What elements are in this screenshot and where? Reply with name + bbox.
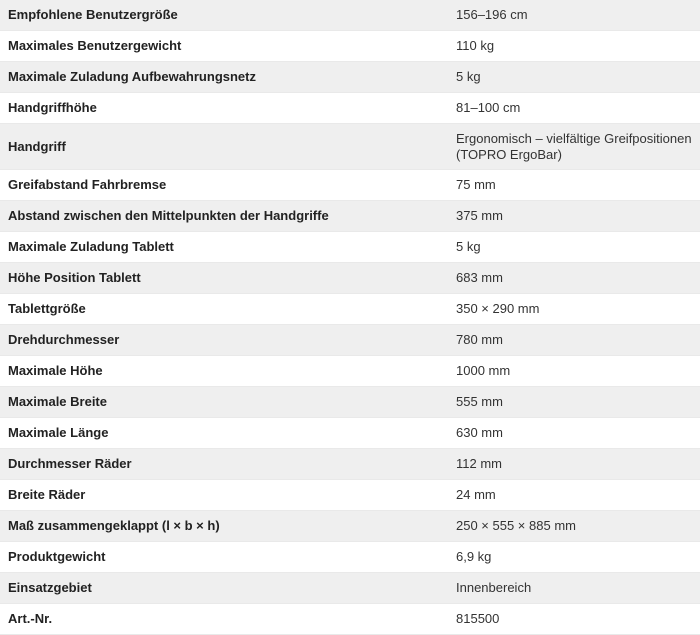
spec-row: [0, 294, 700, 325]
spec-label: Einsatzgebiet: [0, 573, 448, 604]
spec-row: [0, 31, 700, 62]
spec-label: Maximale Länge: [0, 418, 448, 449]
spec-value: 250 × 555 × 885 mm: [448, 511, 700, 542]
spec-row: [0, 449, 700, 480]
spec-value: 24 mm: [448, 480, 700, 511]
spec-row: [0, 573, 700, 604]
spec-row: [0, 232, 700, 263]
spec-value: Innenbereich: [448, 573, 700, 604]
spec-label: Maximale Zuladung Tablett: [0, 232, 448, 263]
spec-label: Maß zusammengeklappt (l × b × h): [0, 511, 448, 542]
spec-row: [0, 356, 700, 387]
spec-value: 75 mm: [448, 170, 700, 201]
spec-value: 6,9 kg: [448, 542, 700, 573]
spec-row: [0, 387, 700, 418]
spec-value: 815500: [448, 604, 700, 635]
spec-row: [0, 418, 700, 449]
spec-value: 110 kg: [448, 31, 700, 62]
spec-value: 375 mm: [448, 201, 700, 232]
spec-value: 555 mm: [448, 387, 700, 418]
spec-value: 5 kg: [448, 62, 700, 93]
spec-value: 156–196 cm: [448, 0, 700, 31]
spec-value: 683 mm: [448, 263, 700, 294]
spec-row: [0, 170, 700, 201]
spec-label: Art.-Nr.: [0, 604, 448, 635]
spec-row: [0, 93, 700, 124]
spec-label: Tablettgröße: [0, 294, 448, 325]
spec-label: Empfohlene Benutzergröße: [0, 0, 448, 31]
spec-row: [0, 0, 700, 31]
spec-value: 350 × 290 mm: [448, 294, 700, 325]
spec-value: 1000 mm: [448, 356, 700, 387]
spec-row: [0, 542, 700, 573]
spec-value: 780 mm: [448, 325, 700, 356]
spec-label: Abstand zwischen den Mittelpunkten der Handgriffe: [0, 201, 448, 232]
spec-label: Produktgewicht: [0, 542, 448, 573]
spec-row: [0, 124, 700, 170]
spec-value: 630 mm: [448, 418, 700, 449]
spec-label: Maximale Höhe: [0, 356, 448, 387]
spec-label: Durchmesser Räder: [0, 449, 448, 480]
spec-label: Maximale Breite: [0, 387, 448, 418]
spec-row: [0, 480, 700, 511]
spec-label: Greifabstand Fahrbremse: [0, 170, 448, 201]
spec-label: Maximales Benutzergewicht: [0, 31, 448, 62]
spec-label: Handgriffhöhe: [0, 93, 448, 124]
spec-value: Ergonomisch – vielfältige Greifpositionen (TOPRO ErgoBar): [448, 124, 700, 170]
spec-value: 5 kg: [448, 232, 700, 263]
spec-value: 81–100 cm: [448, 93, 700, 124]
spec-label: Maximale Zuladung Aufbewahrungsnetz: [0, 62, 448, 93]
spec-label: Handgriff: [0, 124, 448, 170]
spec-row: [0, 62, 700, 93]
spec-row: [0, 201, 700, 232]
spec-value: 112 mm: [448, 449, 700, 480]
spec-label: Drehdurchmesser: [0, 325, 448, 356]
spec-row: [0, 511, 700, 542]
spec-row: [0, 325, 700, 356]
spec-label: Breite Räder: [0, 480, 448, 511]
spec-row: [0, 604, 700, 635]
spec-label: Höhe Position Tablett: [0, 263, 448, 294]
spec-row: [0, 263, 700, 294]
